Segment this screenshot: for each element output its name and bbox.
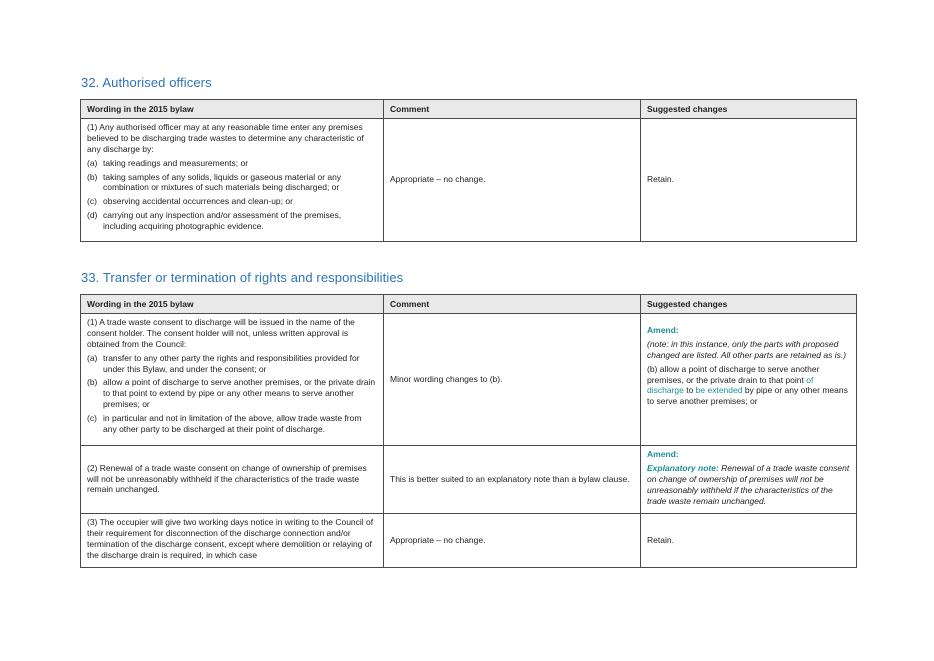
- list-item-marker: (a): [87, 352, 98, 363]
- comment-cell: [384, 514, 641, 568]
- text-span: Amend:: [647, 325, 679, 335]
- text-span: Explanatory note:: [647, 462, 719, 473]
- paragraph: [647, 174, 850, 185]
- text-span: be extended: [695, 385, 743, 396]
- comment-cell: [384, 119, 641, 242]
- text-span: by pipe or any other means to serve another premises; or: [647, 385, 848, 407]
- column-header-wording: Wording in the 2015 bylaw: [81, 100, 384, 119]
- text-span: taking samples of any solids, liquids or gaseous material or any combination or mixtures of such materials being discharged; or: [103, 171, 342, 193]
- table-row: [81, 446, 857, 514]
- bylaw-review-table: [80, 294, 857, 568]
- section-transfer-termination: [80, 270, 934, 568]
- list-item-text: [103, 196, 377, 207]
- text-span: (1) Any authorised officer may at any reasonable time enter any premises believed to be discharging trade wastes to determine any characteristic of any discharge by:: [87, 122, 364, 154]
- text-span: transfer to any other party the rights and responsibilities provided for under this Bylaw, and under the consent; or: [103, 352, 360, 374]
- column-header-suggested-changes: Suggested changes: [641, 295, 857, 314]
- suggested-changes-cell: [641, 314, 857, 446]
- column-header-wording: Wording in the 2015 bylaw: [81, 295, 384, 314]
- paragraph: [647, 535, 850, 546]
- wording-cell: [81, 314, 384, 446]
- text-span: Appropriate – no change.: [390, 534, 486, 545]
- text-span: Renewal of a trade waste consent on change of ownership of premises will not be unreasonably withheld if the characteristics of the trade waste remain unchanged.: [647, 462, 850, 506]
- bylaw-review-table: [80, 99, 857, 242]
- list-item: [87, 353, 377, 375]
- suggested-changes-cell: [641, 514, 857, 568]
- text-span: This is better suited to an explanatory note than a bylaw clause.: [390, 473, 630, 484]
- text-span: to: [683, 385, 696, 396]
- text-span: allow a point of discharge to serve another premises, or the private drain to that point to extend by pipe or any other means to serve another premises; or: [103, 377, 376, 410]
- table-row: [81, 119, 857, 242]
- wording-cell: [81, 514, 384, 568]
- list-item-text: [103, 210, 377, 232]
- list-item-text: [103, 172, 377, 194]
- paragraph: [87, 463, 377, 496]
- paragraph: [87, 122, 377, 155]
- text-span: (3) The occupier will give two working days notice in writing to the Council of their requirement for disconnection of the discharge connection and/or termination of the discharge consent, except where demolition or relaying of the discharge drain is required, in which case: [87, 517, 374, 560]
- text-span: observing accidental occurrences and clean-up; or: [103, 196, 293, 207]
- wording-cell: [81, 446, 384, 514]
- paragraph: [647, 339, 850, 361]
- section-heading: 33. Transfer or termination of rights and responsibilities: [81, 270, 404, 285]
- text-span: (2) Renewal of a trade waste consent on change of ownership of premises will not be unreasonably withheld if the characteristics of the trade waste remain unchanged.: [87, 462, 367, 495]
- text-span: carrying out any inspection and/or assessment of the premises, including acquiring photographic evidence.: [103, 210, 342, 231]
- list-item: [87, 158, 377, 169]
- list-item: [87, 210, 377, 232]
- text-span: Minor wording changes to (b).: [390, 373, 503, 384]
- list-item-text: [103, 413, 377, 435]
- paragraph: [647, 325, 850, 336]
- suggested-changes-cell: [641, 119, 857, 242]
- comment-cell: [384, 446, 641, 514]
- section-heading: 32. Authorised officers: [81, 75, 212, 90]
- section-authorised-officers: [80, 75, 934, 242]
- list-item-marker: (c): [87, 413, 97, 423]
- list-item: [87, 377, 377, 410]
- list-item: [87, 413, 377, 435]
- column-header-comment: Comment: [384, 295, 641, 314]
- paragraph: [390, 535, 634, 546]
- list-item-marker: (a): [87, 157, 98, 168]
- list-item-marker: (c): [87, 196, 97, 207]
- paragraph: [390, 474, 634, 485]
- list-item-marker: (b): [87, 171, 98, 182]
- suggested-changes-cell: [641, 446, 857, 514]
- list-item-text: [103, 158, 377, 169]
- table-row: [81, 514, 857, 568]
- list-item-marker: (b): [87, 377, 98, 388]
- paragraph: [647, 449, 850, 460]
- text-span: of discharge: [647, 374, 814, 396]
- text-span: (b) allow a point of discharge to serve another premises, or the private drain to that point: [647, 363, 820, 385]
- list-item-text: [103, 377, 377, 410]
- paragraph: [647, 463, 850, 507]
- paragraph: [390, 374, 634, 385]
- paragraph: [647, 364, 850, 408]
- text-span: taking readings and measurements; or: [103, 157, 249, 168]
- text-span: (note: in this instance, only the parts with proposed changed are listed. All other parts are retained as is.): [647, 338, 847, 360]
- table-header-row: [81, 295, 857, 314]
- comment-cell: [384, 314, 641, 446]
- paragraph: [87, 317, 377, 350]
- text-span: Retain.: [647, 174, 674, 185]
- list-item: [87, 172, 377, 194]
- text-span: Appropriate – no change.: [390, 174, 486, 185]
- list-item: [87, 196, 377, 207]
- text-span: (1) A trade waste consent to discharge will be issued in the name of the consent holder. The consent holder will not, unless written approval is obtained from the Council:: [87, 317, 355, 349]
- paragraph: [390, 174, 634, 185]
- column-header-comment: Comment: [384, 100, 641, 119]
- list-item-text: [103, 353, 377, 375]
- paragraph: [87, 517, 377, 561]
- table-row: [81, 314, 857, 446]
- list-item-marker: (d): [87, 210, 98, 221]
- text-span: in particular and not in limitation of the above, allow trade waste from any other party to be discharged at their point of discharge.: [103, 413, 362, 434]
- column-header-suggested-changes: Suggested changes: [641, 100, 857, 119]
- text-span: Amend:: [647, 449, 679, 459]
- table-header-row: [81, 100, 857, 119]
- text-span: Retain.: [647, 534, 674, 545]
- wording-cell: [81, 119, 384, 242]
